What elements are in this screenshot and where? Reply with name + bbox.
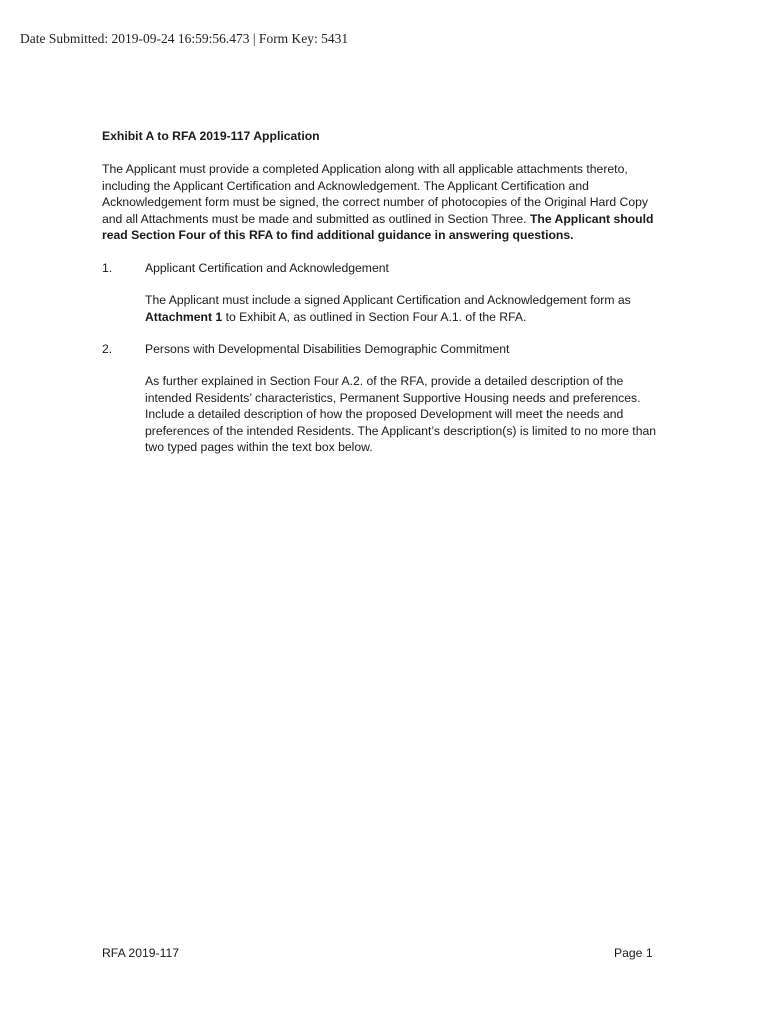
footer-page-number: Page 1 bbox=[614, 946, 653, 960]
footer-rfa-number: RFA 2019-117 bbox=[102, 946, 180, 960]
item-body bbox=[145, 373, 657, 456]
attachment-ref: Attachment 1 bbox=[145, 309, 223, 324]
submission-meta: Date Submitted: 2019-09-24 16:59:56.473 | Form Key: 5431 bbox=[20, 31, 349, 46]
item-number: 2. bbox=[102, 342, 113, 356]
intro-line bbox=[102, 227, 647, 244]
intro-emphasis: read Section Four of this RFA to find additional guidance in answering questions. bbox=[102, 228, 574, 243]
intro-paragraph bbox=[102, 161, 654, 244]
item-body-line bbox=[145, 309, 650, 326]
item-body-line: The Applicant must include a signed Applicant Certification and Acknowledgement form as bbox=[145, 293, 631, 307]
intro-line: including the Applicant Certification and Acknowledgement. The Applicant Certification and bbox=[102, 178, 589, 193]
item-body-line: As further explained in Section Four A.2. of the RFA, provide a detailed description of the bbox=[145, 374, 624, 388]
intro-line: The Applicant must provide a completed Application along with all applicable attachments thereto, bbox=[102, 162, 628, 176]
item-body bbox=[145, 292, 650, 325]
item-body-line: preferences of the intended Residents. The Applicant’s description(s) is limited to no more than bbox=[145, 423, 657, 438]
item-body-line: intended Residents’ characteristics, Permanent Supportive Housing needs and preferences. bbox=[145, 390, 641, 405]
item-body-line: Include a detailed description of how the proposed Development will meet the needs and bbox=[145, 407, 624, 422]
exhibit-title: Exhibit A to RFA 2019-117 Application bbox=[102, 129, 320, 143]
intro-line bbox=[102, 211, 654, 228]
item-body-text: to Exhibit A, as outlined in Section Four A.1. of the RFA. bbox=[222, 309, 527, 324]
item-body-line: two typed pages within the text box below. bbox=[145, 440, 373, 455]
item-heading: Applicant Certification and Acknowledgement bbox=[145, 261, 389, 275]
item-number: 1. bbox=[102, 261, 113, 275]
item-heading: Persons with Developmental Disabilities Demographic Commitment bbox=[145, 342, 510, 356]
intro-line: Acknowledgement form must be signed, the correct number of photocopies of the Original Hard Copy bbox=[102, 195, 649, 210]
intro-line-text: and all Attachments must be made and submitted as outlined in Section Three. bbox=[102, 211, 530, 226]
intro-emphasis: The Applicant should bbox=[529, 211, 654, 226]
